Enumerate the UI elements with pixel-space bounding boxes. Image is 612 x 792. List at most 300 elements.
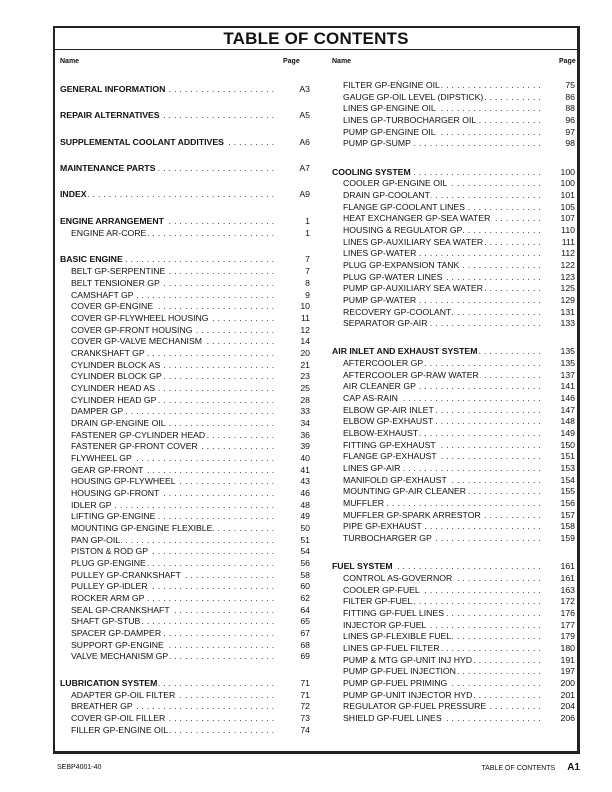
entry-name-wrap xyxy=(60,558,278,569)
entry-name: PUMP GP-WATER xyxy=(343,295,417,305)
entry-name-wrap xyxy=(60,628,278,639)
entry-name: BASIC ENGINE xyxy=(60,254,123,264)
toc-entry[interactable] xyxy=(60,640,310,651)
entry-page: 1 xyxy=(305,228,310,238)
toc-entry[interactable] xyxy=(332,620,575,631)
entry-name: LINES GP-AIR xyxy=(343,463,401,473)
toc-entry[interactable] xyxy=(60,713,310,724)
entry-page: 21 xyxy=(300,360,310,370)
toc-entry[interactable] xyxy=(332,138,575,149)
toc-entry[interactable] xyxy=(332,463,575,474)
toc-entry[interactable] xyxy=(60,418,310,429)
entry-name: FLANGE GP-COOLANT LINES xyxy=(343,202,465,212)
toc-entry[interactable] xyxy=(332,295,575,306)
entry-name: COOLER GP-ENGINE OIL xyxy=(343,178,448,188)
entry-name-wrap xyxy=(60,605,278,616)
entry-name-wrap xyxy=(332,167,543,178)
entry-name: ELBOW-EXHAUST xyxy=(343,428,419,438)
entry-name-wrap xyxy=(60,278,278,289)
toc-section-entry[interactable] xyxy=(60,110,310,121)
entry-name: COVER GP-ENGINE xyxy=(71,301,154,311)
entry-page: 34 xyxy=(300,418,310,428)
entry-name: SPACER GP-DAMPER xyxy=(71,628,162,638)
entry-page: 46 xyxy=(300,488,310,498)
entry-name: ELBOW GP-AIR INLET xyxy=(343,405,434,415)
entry-name-wrap xyxy=(332,620,543,631)
entry-name: PUMP GP-UNIT INJECTOR HYD xyxy=(343,690,473,700)
entry-page: 141 xyxy=(560,381,575,391)
entry-name: CAMSHAFT GP xyxy=(71,290,134,300)
entry-page: 146 xyxy=(560,393,575,403)
entry-name: IDLER GP xyxy=(71,500,112,510)
entry-name: COOLING SYSTEM xyxy=(332,167,411,177)
toc-entry[interactable] xyxy=(332,533,575,544)
entry-name-wrap xyxy=(60,488,278,499)
toc-section-entry[interactable] xyxy=(60,84,310,95)
entry-name-wrap xyxy=(332,202,543,213)
entry-page: 8 xyxy=(305,278,310,288)
toc-section-entry[interactable] xyxy=(332,167,575,178)
entry-name-wrap xyxy=(60,441,278,452)
toc-entry[interactable] xyxy=(60,476,310,487)
entry-name: CYLINDER BLOCK GP xyxy=(71,371,162,381)
entry-page: 49 xyxy=(300,511,310,521)
entry-name-wrap xyxy=(332,631,543,642)
entry-page: 123 xyxy=(560,272,575,282)
toc-entry[interactable] xyxy=(60,628,310,639)
entry-name-wrap xyxy=(332,370,543,381)
toc-entry[interactable] xyxy=(60,430,310,441)
entry-name-wrap xyxy=(60,313,278,324)
toc-entry[interactable] xyxy=(60,228,310,239)
toc-entry[interactable] xyxy=(60,605,310,616)
entry-page: 33 xyxy=(300,406,310,416)
toc-entry[interactable] xyxy=(60,725,310,736)
toc-entry[interactable] xyxy=(60,488,310,499)
entry-name-wrap xyxy=(60,725,278,736)
toc-entry[interactable] xyxy=(60,313,310,324)
entry-name: ROCKER ARM GP xyxy=(71,593,145,603)
toc-entry[interactable] xyxy=(332,521,575,532)
toc-entry[interactable] xyxy=(332,573,575,584)
toc-entry[interactable] xyxy=(60,616,310,627)
entry-name: SEPARATOR GP-AIR xyxy=(343,318,428,328)
entry-name: BELT TENSIONER GP xyxy=(71,278,160,288)
entry-name-wrap xyxy=(332,475,543,486)
entry-name-wrap xyxy=(60,371,278,382)
entry-name-wrap xyxy=(60,406,278,417)
toc-entry[interactable] xyxy=(332,283,575,294)
toc-entry[interactable] xyxy=(60,360,310,371)
entry-page: 72 xyxy=(300,701,310,711)
entry-name-wrap xyxy=(332,463,543,474)
entry-name: LIFTING GP-ENGINE xyxy=(71,511,156,521)
entry-name-wrap xyxy=(332,596,543,607)
toc-entry[interactable] xyxy=(60,690,310,701)
toc-section-entry[interactable] xyxy=(60,216,310,227)
entry-page: 58 xyxy=(300,570,310,580)
entry-page: 129 xyxy=(560,295,575,305)
toc-entry[interactable] xyxy=(332,381,575,392)
entry-page: 154 xyxy=(560,475,575,485)
entry-page: 197 xyxy=(560,666,575,676)
toc-entry[interactable] xyxy=(332,608,575,619)
entry-name-wrap xyxy=(332,190,543,201)
entry-page: 200 xyxy=(560,678,575,688)
entry-name-wrap xyxy=(332,260,543,271)
entry-name-wrap xyxy=(332,80,543,91)
left-name-header: Name xyxy=(60,58,80,65)
toc-entry[interactable] xyxy=(332,666,575,677)
toc-entry[interactable] xyxy=(332,213,575,224)
entry-page: 36 xyxy=(300,430,310,440)
entry-page: 62 xyxy=(300,593,310,603)
entry-name: ADAPTER GP-OIL FILTER xyxy=(71,690,176,700)
entry-name: PAN GP-OIL xyxy=(71,535,121,545)
toc-entry[interactable] xyxy=(332,510,575,521)
toc-entry[interactable] xyxy=(332,416,575,427)
entry-name: FLANGE GP-EXHAUST xyxy=(343,451,437,461)
toc-entry[interactable] xyxy=(332,393,575,404)
entry-page: 71 xyxy=(300,678,310,688)
entry-name-wrap xyxy=(332,573,543,584)
entry-page: 51 xyxy=(300,535,310,545)
entry-page: 88 xyxy=(565,103,575,113)
toc-entry[interactable] xyxy=(332,318,575,329)
entry-name: INJECTOR GP-FUEL xyxy=(343,620,427,630)
toc-entry[interactable] xyxy=(60,325,310,336)
entry-name-wrap xyxy=(332,127,543,138)
entry-name: TURBOCHARGER GP xyxy=(343,533,432,543)
entry-page: 68 xyxy=(300,640,310,650)
entry-page: 133 xyxy=(560,318,575,328)
entry-name: CONTROL AS-GOVERNOR xyxy=(343,573,453,583)
entry-name-wrap xyxy=(60,383,278,394)
toc-entry[interactable] xyxy=(332,260,575,271)
toc-entry[interactable] xyxy=(60,500,310,511)
entry-page: 100 xyxy=(560,167,575,177)
entry-name: PUMP GP-AUXILIARY SEA WATER xyxy=(343,283,484,293)
toc-entry[interactable] xyxy=(332,451,575,462)
footer-section-label: TABLE OF CONTENTS xyxy=(481,765,556,772)
toc-entry[interactable] xyxy=(332,405,575,416)
entry-name-wrap xyxy=(332,643,543,654)
entry-name: LINES GP-FUEL FILTER xyxy=(343,643,440,653)
entry-name: PULLEY GP-CRANKSHAFT xyxy=(71,570,181,580)
toc-entry[interactable] xyxy=(60,441,310,452)
toc-entry[interactable] xyxy=(60,383,310,394)
entry-name: AFTERCOOLER GP xyxy=(343,358,424,368)
toc-entry[interactable] xyxy=(60,266,310,277)
entry-page: 86 xyxy=(565,92,575,102)
toc-entry[interactable] xyxy=(60,278,310,289)
toc-entry[interactable] xyxy=(332,643,575,654)
entry-name-wrap xyxy=(60,189,278,200)
toc-entry[interactable] xyxy=(60,290,310,301)
entry-name-wrap xyxy=(332,486,543,497)
entry-name-wrap xyxy=(60,163,278,174)
entry-page: 159 xyxy=(560,533,575,543)
entry-name: PULLEY GP-IDLER xyxy=(71,581,148,591)
entry-page: A9 xyxy=(299,189,310,199)
toc-entry[interactable] xyxy=(332,596,575,607)
entry-name-wrap xyxy=(60,640,278,651)
entry-name-wrap xyxy=(332,138,543,149)
entry-name-wrap xyxy=(332,225,543,236)
toc-entry[interactable] xyxy=(332,428,575,439)
toc-entry[interactable] xyxy=(332,655,575,666)
entry-name: FUEL SYSTEM xyxy=(332,561,393,571)
toc-entry[interactable] xyxy=(60,558,310,569)
toc-entry[interactable] xyxy=(60,395,310,406)
entry-page: 69 xyxy=(300,651,310,661)
entry-name: FITTING GP-EXHAUST xyxy=(343,440,436,450)
toc-entry[interactable] xyxy=(332,358,575,369)
entry-name-wrap xyxy=(332,561,543,572)
toc-entry[interactable] xyxy=(60,651,310,662)
toc-entry[interactable] xyxy=(332,498,575,509)
toc-entry[interactable] xyxy=(60,348,310,359)
entry-page: 155 xyxy=(560,486,575,496)
entry-page: 122 xyxy=(560,260,575,270)
entry-name: REGULATOR GP-FUEL PRESSURE xyxy=(343,701,487,711)
entry-name: RECOVERY GP-COOLANT xyxy=(343,307,452,317)
entry-page: 107 xyxy=(560,213,575,223)
entry-name-wrap xyxy=(332,655,543,666)
entry-name: AIR INLET AND EXHAUST SYSTEM xyxy=(332,346,478,356)
entry-page: 74 xyxy=(300,725,310,735)
entry-name: PISTON & ROD GP xyxy=(71,546,149,556)
entry-page: 9 xyxy=(305,290,310,300)
entry-name-wrap xyxy=(60,593,278,604)
entry-name: FILTER GP-ENGINE OIL xyxy=(343,80,440,90)
toc-section-entry[interactable] xyxy=(60,189,310,200)
entry-page: 147 xyxy=(560,405,575,415)
entry-name: MAINTENANCE PARTS xyxy=(60,163,156,173)
entry-name: SUPPORT GP-ENGINE xyxy=(71,640,164,650)
entry-name-wrap xyxy=(332,178,543,189)
toc-entry[interactable] xyxy=(60,701,310,712)
entry-name: BELT GP-SERPENTINE xyxy=(71,266,166,276)
toc-section-entry[interactable] xyxy=(60,678,310,689)
toc-entry[interactable] xyxy=(332,690,575,701)
toc-entry[interactable] xyxy=(332,190,575,201)
entry-name-wrap xyxy=(332,451,543,462)
entry-name: FASTENER GP-CYLINDER HEAD xyxy=(71,430,206,440)
entry-name: COVER GP-OIL FILLER xyxy=(71,713,166,723)
entry-page: 177 xyxy=(560,620,575,630)
entry-page: 7 xyxy=(305,266,310,276)
entry-page: 201 xyxy=(560,690,575,700)
toc-entry[interactable] xyxy=(332,486,575,497)
toc-entry[interactable] xyxy=(60,453,310,464)
entry-name-wrap xyxy=(60,301,278,312)
entry-name: LUBRICATION SYSTEM xyxy=(60,678,158,688)
entry-name: BREATHER GP xyxy=(71,701,133,711)
toc-section-entry[interactable] xyxy=(60,163,310,174)
entry-name: SHAFT GP-STUB xyxy=(71,616,141,626)
toc-entry[interactable] xyxy=(332,475,575,486)
entry-name-wrap xyxy=(332,237,543,248)
entry-name-wrap xyxy=(332,713,543,724)
entry-page: 172 xyxy=(560,596,575,606)
entry-name: AFTERCOOLER GP-RAW WATER xyxy=(343,370,479,380)
right-name-header: Name xyxy=(332,58,352,65)
entry-name: HOUSING GP-FRONT xyxy=(71,488,160,498)
toc-entry[interactable] xyxy=(332,631,575,642)
toc-entry[interactable] xyxy=(60,336,310,347)
entry-page: 67 xyxy=(300,628,310,638)
entry-name-wrap xyxy=(332,283,543,294)
toc-entry[interactable] xyxy=(332,678,575,689)
toc-entry[interactable] xyxy=(60,593,310,604)
entry-name: CYLINDER HEAD GP xyxy=(71,395,157,405)
entry-name-wrap xyxy=(332,295,543,306)
entry-name-wrap xyxy=(332,666,543,677)
entry-page: 191 xyxy=(560,655,575,665)
toc-entry[interactable] xyxy=(332,103,575,114)
toc-entry[interactable] xyxy=(60,535,310,546)
toc-entry[interactable] xyxy=(60,546,310,557)
entry-page: 135 xyxy=(560,358,575,368)
entry-page: 180 xyxy=(560,643,575,653)
entry-name-wrap xyxy=(332,272,543,283)
entry-page: 71 xyxy=(300,690,310,700)
entry-page: 20 xyxy=(300,348,310,358)
entry-page: 75 xyxy=(565,80,575,90)
toc-entry[interactable] xyxy=(332,80,575,91)
entry-page: 28 xyxy=(300,395,310,405)
entry-page: 12 xyxy=(300,325,310,335)
toc-section-entry[interactable] xyxy=(332,561,575,572)
entry-page: 73 xyxy=(300,713,310,723)
entry-name-wrap xyxy=(60,84,278,95)
toc-entry[interactable] xyxy=(332,115,575,126)
entry-page: 50 xyxy=(300,523,310,533)
entry-page: 179 xyxy=(560,631,575,641)
entry-page: 135 xyxy=(560,346,575,356)
entry-page: 112 xyxy=(561,248,575,258)
toc-section-entry[interactable] xyxy=(60,254,310,265)
toc-entry[interactable] xyxy=(60,301,310,312)
entry-page: 161 xyxy=(560,573,575,583)
toc-entry[interactable] xyxy=(332,440,575,451)
entry-name: MUFFLER xyxy=(343,498,385,508)
entry-name: LINES GP-ENGINE OIL xyxy=(343,103,436,113)
entry-name: DAMPER GP xyxy=(71,406,124,416)
entry-page: 163 xyxy=(560,585,575,595)
toc-entry[interactable] xyxy=(332,225,575,236)
toc-section-entry[interactable] xyxy=(332,346,575,357)
toc-entry[interactable] xyxy=(60,523,310,534)
toc-entry[interactable] xyxy=(332,92,575,103)
footer-right xyxy=(481,762,580,773)
toc-section-entry[interactable] xyxy=(60,137,310,148)
entry-page: 14 xyxy=(300,336,310,346)
entry-name-wrap xyxy=(60,395,278,406)
toc-entry[interactable] xyxy=(332,272,575,283)
entry-name-wrap xyxy=(332,701,543,712)
entry-name: PUMP GP-SUMP xyxy=(343,138,411,148)
entry-name-wrap xyxy=(332,678,543,689)
toc-entry[interactable] xyxy=(332,248,575,259)
toc-entry[interactable] xyxy=(60,465,310,476)
entry-name-wrap xyxy=(332,393,543,404)
right-page-header: Page xyxy=(559,58,576,65)
entry-name-wrap xyxy=(332,498,543,509)
entry-name: PLUG GP-EXPANSION TANK xyxy=(343,260,460,270)
entry-name: PUMP & MTG GP-UNIT INJ HYD xyxy=(343,655,473,665)
entry-name-wrap xyxy=(60,500,278,511)
toc-entry[interactable] xyxy=(332,713,575,724)
entry-page: 65 xyxy=(300,616,310,626)
toc-entry[interactable] xyxy=(332,307,575,318)
entry-name-wrap xyxy=(332,428,543,439)
entry-name: FILTER GP-FUEL xyxy=(343,596,413,606)
entry-name: GENERAL INFORMATION xyxy=(60,84,166,94)
entry-page: 148 xyxy=(560,416,575,426)
toc-entry[interactable] xyxy=(332,178,575,189)
entry-page: A6 xyxy=(299,137,310,147)
toc-entry[interactable] xyxy=(60,511,310,522)
toc-entry[interactable] xyxy=(332,202,575,213)
entry-page: 158 xyxy=(560,521,575,531)
entry-name: FITTING GP-FUEL LINES xyxy=(343,608,445,618)
entry-page: 64 xyxy=(300,605,310,615)
entry-name: MOUNTING GP-ENGINE FLEXIBLE xyxy=(71,523,213,533)
entry-name: FASTENER GP-FRONT COVER xyxy=(71,441,198,451)
entry-name-wrap xyxy=(332,103,543,114)
entry-name-wrap xyxy=(332,440,543,451)
entry-page: 149 xyxy=(560,428,575,438)
title-bar xyxy=(55,28,577,50)
entry-name-wrap xyxy=(60,546,278,557)
entry-page: 204 xyxy=(560,701,575,711)
toc-entry[interactable] xyxy=(332,127,575,138)
toc-entry[interactable] xyxy=(332,370,575,381)
entry-name-wrap xyxy=(332,213,543,224)
entry-page: 176 xyxy=(560,608,575,618)
toc-entry[interactable] xyxy=(60,371,310,382)
entry-name-wrap xyxy=(60,228,278,239)
entry-name-wrap xyxy=(60,713,278,724)
toc-entry[interactable] xyxy=(332,585,575,596)
toc-entry[interactable] xyxy=(332,701,575,712)
entry-name: SUPPLEMENTAL COOLANT ADDITIVES xyxy=(60,137,224,147)
entry-page: 153 xyxy=(560,463,575,473)
entry-name: ENGINE AR-CORE xyxy=(71,228,147,238)
entry-name-wrap xyxy=(332,416,543,427)
entry-name-wrap xyxy=(60,651,278,662)
toc-entry[interactable] xyxy=(60,570,310,581)
toc-entry[interactable] xyxy=(332,237,575,248)
entry-page: 56 xyxy=(300,558,310,568)
entry-name-wrap xyxy=(332,248,543,259)
entry-name-wrap xyxy=(60,137,278,148)
entry-page: 206 xyxy=(560,713,575,723)
entry-name-wrap xyxy=(60,453,278,464)
entry-name-wrap xyxy=(60,581,278,592)
entry-name: ELBOW GP-EXHAUST xyxy=(343,416,434,426)
entry-name: LINES GP-WATER xyxy=(343,248,417,258)
toc-entry[interactable] xyxy=(60,406,310,417)
entry-name-wrap xyxy=(60,678,278,689)
entry-name-wrap xyxy=(332,690,543,701)
entry-name-wrap xyxy=(60,430,278,441)
toc-entry[interactable] xyxy=(60,581,310,592)
entry-page: 100 xyxy=(560,178,575,188)
entry-page: 10 xyxy=(300,301,310,311)
